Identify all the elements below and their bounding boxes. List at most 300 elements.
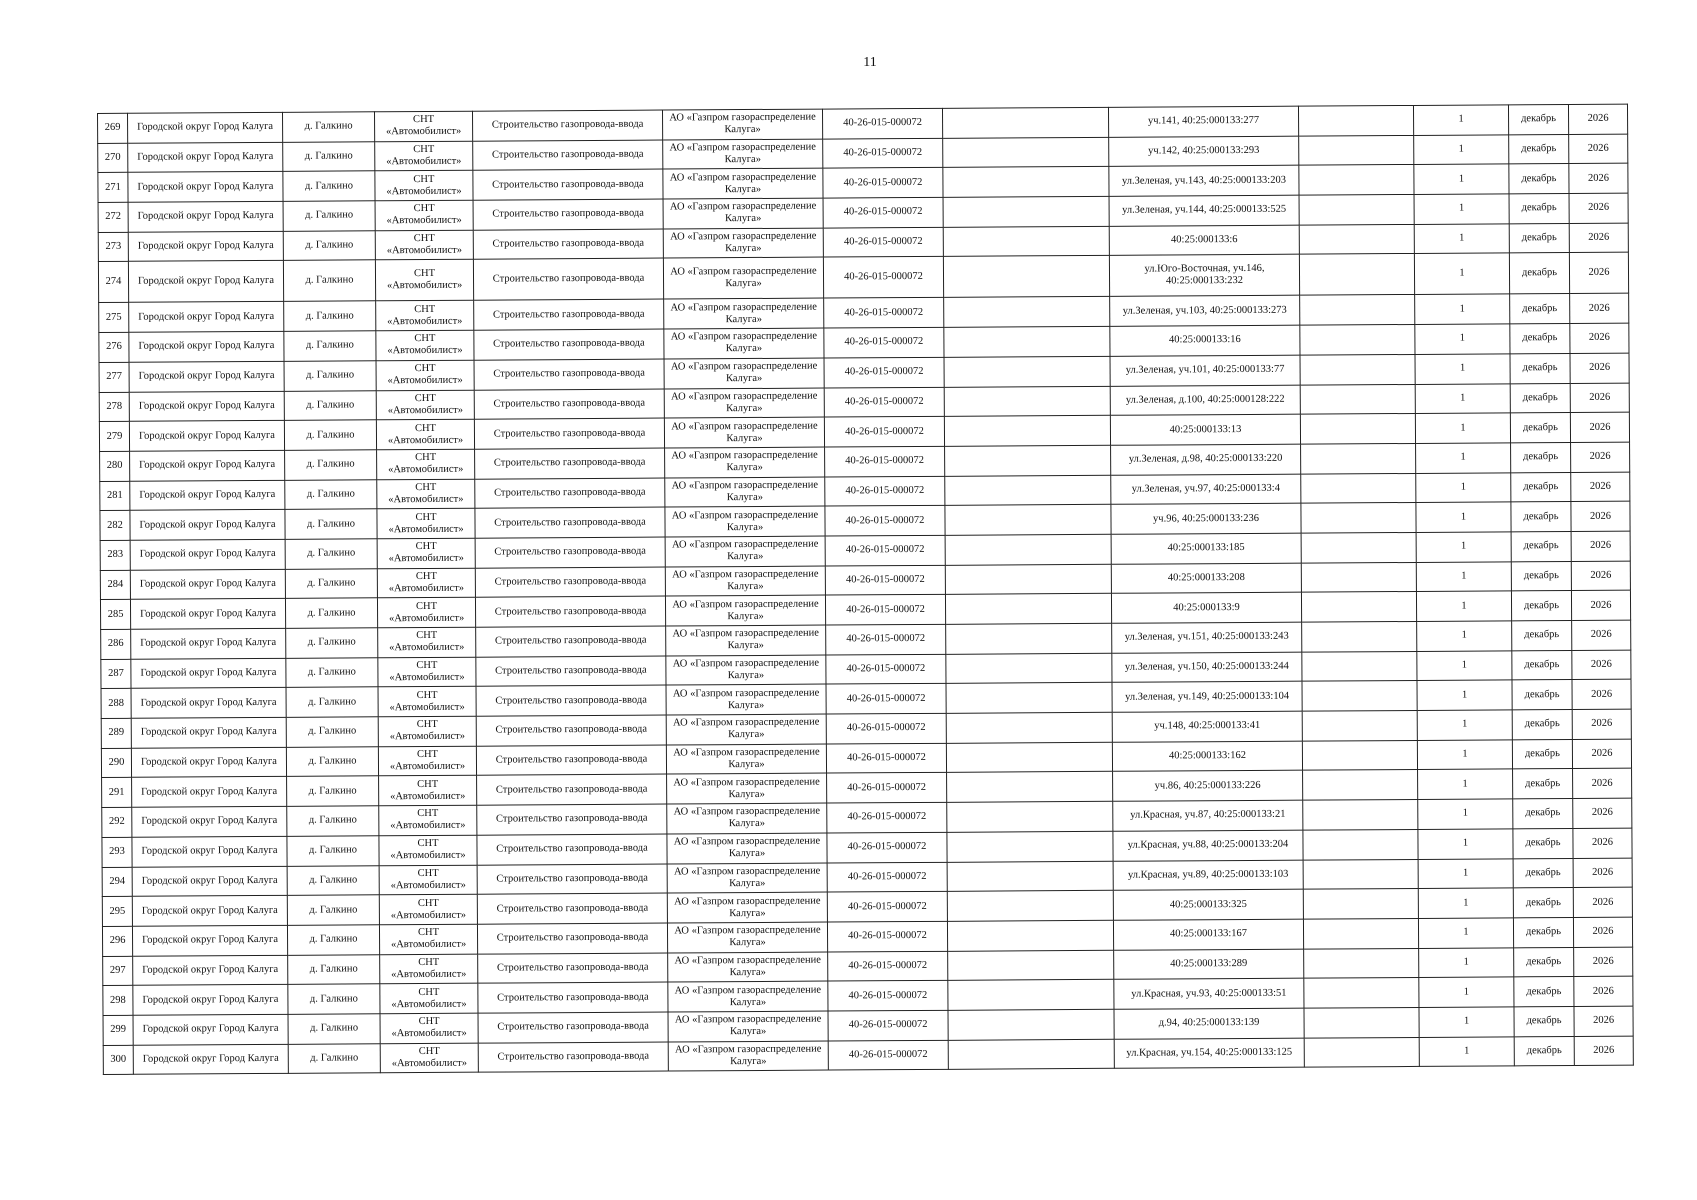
empty-cell — [945, 505, 1111, 536]
work-cell: Строительство газопровода-ввода — [476, 685, 666, 716]
code-cell: 40-26-015-000072 — [826, 743, 946, 773]
work-cell: Строительство газопровода-ввода — [477, 774, 667, 805]
empty-cell — [944, 297, 1110, 328]
num-cell: 278 — [99, 392, 129, 422]
month-cell: декабрь — [1513, 799, 1573, 829]
num-cell: 285 — [100, 600, 130, 630]
district-cell: Городской округ Город Калуга — [129, 331, 284, 362]
month-cell: декабрь — [1509, 194, 1569, 224]
code-cell: 40-26-015-000072 — [825, 506, 945, 536]
district-cell: Городской округ Город Калуга — [132, 896, 287, 927]
org-cell: АО «Газпром газораспределение Калуга» — [667, 803, 827, 834]
year-cell: 2026 — [1571, 561, 1630, 591]
empty-cell — [946, 623, 1112, 654]
plot-cell: 40:25:000133:16 — [1110, 325, 1300, 356]
empty-cell — [943, 226, 1109, 257]
plot-cell: 40:25:000133:208 — [1111, 563, 1301, 594]
plot-cell: ул.Красная, уч.88, 40:25:000133:204 — [1113, 830, 1303, 861]
locality-cell: д. Галкино — [284, 390, 376, 420]
month-cell: декабрь — [1511, 591, 1571, 621]
code-cell: 40-26-015-000072 — [824, 417, 944, 447]
locality-cell: д. Галкино — [285, 509, 377, 539]
blank-cell — [1299, 224, 1414, 254]
month-cell: декабрь — [1513, 888, 1573, 918]
snt-cell: СНТ «Автомобилист» — [378, 627, 476, 657]
org-cell: АО «Газпром газораспределение Калуга» — [664, 299, 824, 330]
blank-cell — [1300, 414, 1415, 444]
org-cell: АО «Газпром газораспределение Калуга» — [665, 506, 825, 537]
district-cell: Городской округ Город Калуга — [129, 391, 284, 422]
year-cell: 2026 — [1570, 412, 1629, 442]
plot-cell: уч.141, 40:25:000133:277 — [1108, 106, 1298, 137]
empty-cell — [948, 950, 1114, 981]
qty-cell: 1 — [1418, 829, 1513, 859]
num-cell: 290 — [101, 748, 131, 778]
snt-cell: СНТ «Автомобилист» — [380, 1043, 478, 1073]
year-cell: 2026 — [1572, 650, 1631, 680]
qty-cell: 1 — [1419, 1007, 1514, 1037]
code-cell: 40-26-015-000072 — [823, 197, 943, 227]
plot-cell: уч.142, 40:25:000133:293 — [1109, 136, 1299, 167]
code-cell: 40-26-015-000072 — [827, 892, 947, 922]
org-cell: АО «Газпром газораспределение Калуга» — [667, 773, 827, 804]
table-body — [98, 104, 1634, 1075]
empty-cell — [947, 890, 1113, 921]
qty-cell: 1 — [1417, 621, 1512, 651]
snt-cell: СНТ «Автомобилист» — [377, 449, 475, 479]
empty-cell — [947, 831, 1113, 862]
code-cell: 40-26-015-000072 — [827, 832, 947, 862]
num-cell: 275 — [99, 303, 129, 333]
blank-cell — [1301, 443, 1416, 473]
locality-cell: д. Галкино — [287, 925, 379, 955]
month-cell: декабрь — [1511, 442, 1571, 472]
district-cell: Городской округ Город Калуга — [133, 985, 288, 1016]
org-cell: АО «Газпром газораспределение Калуга» — [665, 447, 825, 478]
district-cell: Городской округ Город Калуга — [132, 925, 287, 956]
empty-cell — [945, 445, 1111, 476]
snt-cell: СНТ «Автомобилист» — [377, 508, 475, 538]
snt-cell: СНТ «Автомобилист» — [376, 330, 474, 360]
year-cell: 2026 — [1571, 590, 1630, 620]
qty-cell: 1 — [1419, 1036, 1514, 1066]
snt-cell: СНТ «Автомобилист» — [375, 260, 473, 302]
district-cell: Городской округ Город Калуга — [128, 172, 283, 203]
org-cell: АО «Газпром газораспределение Калуга» — [668, 981, 828, 1012]
empty-cell — [947, 772, 1113, 803]
blank-cell — [1300, 354, 1415, 384]
snt-cell: СНТ «Автомобилист» — [379, 805, 477, 835]
blank-cell — [1304, 978, 1419, 1008]
num-cell: 293 — [102, 837, 132, 867]
empty-cell — [946, 683, 1112, 714]
org-cell: АО «Газпром газораспределение Калуга» — [665, 477, 825, 508]
num-cell: 298 — [103, 986, 133, 1016]
work-cell: Строительство газопровода-ввода — [475, 478, 665, 509]
district-cell: Городской округ Город Калуга — [133, 955, 288, 986]
qty-cell: 1 — [1417, 740, 1512, 770]
month-cell: декабрь — [1511, 472, 1571, 502]
year-cell: 2026 — [1574, 1006, 1633, 1036]
work-cell: Строительство газопровода-ввода — [474, 359, 664, 390]
blank-cell — [1300, 295, 1415, 325]
empty-cell — [943, 167, 1109, 198]
year-cell: 2026 — [1572, 620, 1631, 650]
plot-cell: 40:25:000133:162 — [1112, 741, 1302, 772]
num-cell: 281 — [100, 481, 130, 511]
qty-cell: 1 — [1414, 253, 1509, 295]
code-cell: 40-26-015-000072 — [825, 476, 945, 506]
work-cell: Строительство газопровода-ввода — [473, 140, 663, 171]
locality-cell: д. Галкино — [288, 1043, 380, 1073]
blank-cell — [1299, 195, 1414, 225]
snt-cell: СНТ «Автомобилист» — [378, 687, 476, 717]
plot-cell: ул.Зеленая, уч.143, 40:25:000133:203 — [1109, 166, 1299, 197]
plot-cell: ул.Красная, уч.93, 40:25:000133:51 — [1114, 978, 1304, 1009]
snt-cell: СНТ «Автомобилист» — [376, 390, 474, 420]
year-cell: 2026 — [1571, 501, 1630, 531]
work-cell: Строительство газопровода-ввода — [474, 418, 664, 449]
plot-cell: уч.96, 40:25:000133:236 — [1111, 503, 1301, 534]
org-cell: АО «Газпром газораспределение Калуга» — [663, 168, 823, 199]
work-cell: Строительство газопровода-ввода — [475, 537, 665, 568]
year-cell: 2026 — [1574, 947, 1633, 977]
blank-cell — [1300, 325, 1415, 355]
work-cell: Строительство газопровода-ввода — [473, 199, 663, 230]
plot-cell: ул.Юго-Восточная, уч.146, 40:25:000133:232 — [1109, 255, 1299, 297]
num-cell: 287 — [101, 659, 131, 689]
locality-cell: д. Галкино — [286, 717, 378, 747]
locality-cell: д. Галкино — [284, 331, 376, 361]
work-cell: Строительство газопровода-ввода — [473, 258, 663, 300]
empty-cell — [944, 326, 1110, 357]
blank-cell — [1303, 829, 1418, 859]
empty-cell — [943, 137, 1109, 168]
work-cell: Строительство газопровода-ввода — [477, 893, 667, 924]
blank-cell — [1301, 473, 1416, 503]
qty-cell: 1 — [1419, 977, 1514, 1007]
snt-cell: СНТ «Автомобилист» — [380, 1013, 478, 1043]
work-cell: Строительство газопровода-ввода — [477, 864, 667, 895]
qty-cell: 1 — [1414, 135, 1509, 165]
locality-cell: д. Галкино — [285, 479, 377, 509]
month-cell: декабрь — [1513, 917, 1573, 947]
qty-cell: 1 — [1417, 680, 1512, 710]
org-cell: АО «Газпром газораспределение Калуга» — [666, 684, 826, 715]
work-cell: Строительство газопровода-ввода — [475, 507, 665, 538]
plot-cell: 40:25:000133:185 — [1111, 533, 1301, 564]
plot-cell: уч.86, 40:25:000133:226 — [1113, 771, 1303, 802]
plot-cell: ул.Зеленая, уч.151, 40:25:000133:243 — [1112, 622, 1302, 653]
qty-cell: 1 — [1415, 294, 1510, 324]
org-cell: АО «Газпром газораспределение Калуга» — [664, 358, 824, 389]
qty-cell: 1 — [1418, 858, 1513, 888]
month-cell: декабрь — [1510, 353, 1570, 383]
qty-cell: 1 — [1416, 502, 1511, 532]
org-cell: АО «Газпром газораспределение Калуга» — [664, 417, 824, 448]
month-cell: декабрь — [1510, 324, 1570, 354]
empty-cell — [943, 196, 1109, 227]
blank-cell — [1298, 105, 1413, 135]
month-cell: декабрь — [1513, 858, 1573, 888]
qty-cell: 1 — [1415, 383, 1510, 413]
snt-cell: СНТ «Автомобилист» — [375, 141, 473, 171]
snt-cell: СНТ «Автомобилист» — [377, 568, 475, 598]
blank-cell — [1302, 621, 1417, 651]
org-cell: АО «Газпром газораспределение Калуга» — [663, 228, 823, 259]
empty-cell — [947, 801, 1113, 832]
district-cell: Городской округ Город Калуга — [133, 1044, 288, 1075]
blank-cell — [1300, 384, 1415, 414]
locality-cell: д. Галкино — [286, 657, 378, 687]
blank-cell — [1303, 918, 1418, 948]
code-cell: 40-26-015-000072 — [823, 227, 943, 257]
blank-cell — [1302, 651, 1417, 681]
district-cell: Городской округ Город Калуга — [128, 142, 283, 173]
plot-cell: ул.Зеленая, уч.150, 40:25:000133:244 — [1112, 652, 1302, 683]
blank-cell — [1302, 711, 1417, 741]
year-cell: 2026 — [1571, 472, 1630, 502]
org-cell: АО «Газпром газораспределение Калуга» — [667, 833, 827, 864]
gas-connection-table — [97, 104, 1634, 1076]
num-cell: 297 — [103, 956, 133, 986]
blank-cell — [1303, 859, 1418, 889]
empty-cell — [946, 742, 1112, 773]
year-cell: 2026 — [1569, 134, 1628, 164]
locality-cell: д. Галкино — [288, 984, 380, 1014]
snt-cell: СНТ «Автомобилист» — [378, 746, 476, 776]
month-cell: декабрь — [1509, 253, 1569, 294]
month-cell: декабрь — [1514, 977, 1574, 1007]
month-cell: декабрь — [1511, 561, 1571, 591]
year-cell: 2026 — [1570, 383, 1629, 413]
plot-cell: 40:25:000133:13 — [1110, 414, 1300, 445]
code-cell: 40-26-015-000072 — [822, 108, 942, 138]
qty-cell: 1 — [1416, 443, 1511, 473]
code-cell: 40-26-015-000072 — [828, 1040, 948, 1070]
num-cell: 280 — [100, 451, 130, 481]
empty-cell — [946, 653, 1112, 684]
qty-cell: 1 — [1415, 413, 1510, 443]
district-cell: Городской округ Город Калуга — [128, 201, 283, 232]
year-cell: 2026 — [1570, 323, 1629, 353]
locality-cell: д. Галкино — [288, 1014, 380, 1044]
month-cell: декабрь — [1510, 294, 1570, 324]
code-cell: 40-26-015-000072 — [823, 257, 943, 299]
empty-cell — [945, 564, 1111, 595]
month-cell: декабрь — [1508, 105, 1568, 135]
page-number: 11 — [863, 55, 877, 70]
code-cell: 40-26-015-000072 — [825, 565, 945, 595]
district-cell: Городской округ Город Калуга — [132, 866, 287, 897]
qty-cell: 1 — [1416, 472, 1511, 502]
locality-cell: д. Галкино — [284, 301, 376, 331]
year-cell: 2026 — [1572, 739, 1631, 769]
qty-cell: 1 — [1418, 888, 1513, 918]
code-cell: 40-26-015-000072 — [824, 357, 944, 387]
code-cell: 40-26-015-000072 — [825, 446, 945, 476]
org-cell: АО «Газпром газораспределение Калуга» — [668, 952, 828, 983]
year-cell: 2026 — [1572, 680, 1631, 710]
snt-cell: СНТ «Автомобилист» — [379, 865, 477, 895]
plot-cell: 40:25:000133:6 — [1109, 225, 1299, 256]
month-cell: декабрь — [1512, 710, 1572, 740]
code-cell: 40-26-015-000072 — [826, 713, 946, 743]
locality-cell: д. Галкино — [287, 836, 379, 866]
plot-cell: ул.Зеленая, д.98, 40:25:000133:220 — [1111, 444, 1301, 475]
empty-cell — [948, 1039, 1114, 1070]
snt-cell: СНТ «Автомобилист» — [379, 894, 477, 924]
org-cell: АО «Газпром газораспределение Калуга» — [663, 198, 823, 229]
year-cell: 2026 — [1569, 253, 1628, 294]
empty-cell — [948, 1009, 1114, 1040]
snt-cell: СНТ «Автомобилист» — [377, 479, 475, 509]
num-cell: 276 — [99, 332, 129, 362]
snt-cell: СНТ «Автомобилист» — [379, 776, 477, 806]
code-cell: 40-26-015-000072 — [824, 298, 944, 328]
num-cell: 286 — [101, 629, 131, 659]
locality-cell: д. Галкино — [285, 539, 377, 569]
year-cell: 2026 — [1573, 798, 1632, 828]
plot-cell: ул.Зеленая, уч.97, 40:25:000133:4 — [1111, 474, 1301, 505]
snt-cell: СНТ «Автомобилист» — [377, 598, 475, 628]
work-cell: Строительство газопровода-ввода — [474, 329, 664, 360]
blank-cell — [1302, 681, 1417, 711]
locality-cell: д. Галкино — [283, 260, 375, 302]
empty-cell — [948, 980, 1114, 1011]
district-cell: Городской округ Город Калуга — [130, 599, 285, 630]
locality-cell: д. Галкино — [287, 776, 379, 806]
district-cell: Городской округ Город Калуга — [131, 688, 286, 719]
empty-cell — [944, 356, 1110, 387]
year-cell: 2026 — [1569, 193, 1628, 223]
district-cell: Городской округ Город Калуга — [130, 510, 285, 541]
org-cell: АО «Газпром газораспределение Калуга» — [664, 388, 824, 419]
locality-cell: д. Галкино — [285, 598, 377, 628]
district-cell: Городской округ Город Калуга — [128, 261, 283, 303]
year-cell: 2026 — [1572, 709, 1631, 739]
year-cell: 2026 — [1573, 917, 1632, 947]
blank-cell — [1299, 165, 1414, 195]
month-cell: декабрь — [1509, 134, 1569, 164]
work-cell: Строительство газопровода-ввода — [478, 1042, 668, 1073]
work-cell: Строительство газопровода-ввода — [475, 567, 665, 598]
org-cell: АО «Газпром газораспределение Калуга» — [666, 625, 826, 656]
empty-cell — [944, 416, 1110, 447]
qty-cell: 1 — [1416, 532, 1511, 562]
snt-cell: СНТ «Автомобилист» — [376, 301, 474, 331]
work-cell: Строительство газопровода-ввода — [474, 389, 664, 420]
code-cell: 40-26-015-000072 — [828, 1010, 948, 1040]
code-cell: 40-26-015-000072 — [826, 654, 946, 684]
work-cell: Строительство газопровода-ввода — [477, 804, 667, 835]
num-cell: 291 — [102, 778, 132, 808]
work-cell: Строительство газопровода-ввода — [476, 656, 666, 687]
empty-cell — [945, 594, 1111, 625]
work-cell: Строительство газопровода-ввода — [477, 834, 667, 865]
month-cell: декабрь — [1510, 383, 1570, 413]
snt-cell: СНТ «Автомобилист» — [380, 954, 478, 984]
work-cell: Строительство газопровода-ввода — [478, 953, 668, 984]
district-cell: Городской округ Город Калуга — [130, 569, 285, 600]
snt-cell: СНТ «Автомобилист» — [376, 419, 474, 449]
locality-cell: д. Галкино — [286, 747, 378, 777]
num-cell: 300 — [103, 1045, 133, 1075]
org-cell: АО «Газпром газораспределение Калуга» — [663, 139, 823, 170]
org-cell: АО «Газпром газораспределение Калуга» — [667, 892, 827, 923]
qty-cell: 1 — [1418, 799, 1513, 829]
year-cell: 2026 — [1573, 828, 1632, 858]
year-cell: 2026 — [1571, 442, 1630, 472]
num-cell: 269 — [98, 113, 128, 143]
qty-cell: 1 — [1416, 591, 1511, 621]
plot-cell: 40:25:000133:9 — [1111, 592, 1301, 623]
district-cell: Городской округ Город Калуга — [129, 361, 284, 392]
month-cell: декабрь — [1510, 413, 1570, 443]
qty-cell: 1 — [1416, 561, 1511, 591]
year-cell: 2026 — [1574, 1036, 1633, 1066]
org-cell: АО «Газпром газораспределение Калуга» — [662, 109, 822, 140]
code-cell: 40-26-015-000072 — [827, 862, 947, 892]
year-cell: 2026 — [1571, 531, 1630, 561]
org-cell: АО «Газпром газораспределение Калуга» — [664, 328, 824, 359]
district-cell: Городской округ Город Калуга — [130, 480, 285, 511]
qty-cell: 1 — [1419, 947, 1514, 977]
org-cell: АО «Газпром газораспределение Калуга» — [666, 744, 826, 775]
blank-cell — [1302, 740, 1417, 770]
blank-cell — [1303, 770, 1418, 800]
district-cell: Городской округ Город Калуга — [128, 112, 283, 143]
year-cell: 2026 — [1570, 353, 1629, 383]
num-cell: 299 — [103, 1015, 133, 1045]
district-cell: Городской округ Город Калуга — [133, 1014, 288, 1045]
plot-cell: ул.Зеленая, уч.149, 40:25:000133:104 — [1112, 682, 1302, 713]
code-cell: 40-26-015-000072 — [827, 921, 947, 951]
code-cell: 40-26-015-000072 — [827, 773, 947, 803]
code-cell: 40-26-015-000072 — [823, 168, 943, 198]
qty-cell: 1 — [1414, 164, 1509, 194]
org-cell: АО «Газпром газораспределение Калуга» — [666, 714, 826, 745]
district-cell: Городской округ Город Калуга — [128, 231, 283, 262]
work-cell: Строительство газопровода-ввода — [476, 715, 666, 746]
qty-cell: 1 — [1414, 194, 1509, 224]
org-cell: АО «Газпром газораспределение Калуга» — [666, 655, 826, 686]
qty-cell: 1 — [1418, 769, 1513, 799]
blank-cell — [1304, 1037, 1419, 1067]
empty-cell — [945, 534, 1111, 565]
locality-cell: д. Галкино — [283, 141, 375, 171]
blank-cell — [1303, 889, 1418, 919]
district-cell: Городской округ Город Калуга — [131, 658, 286, 689]
locality-cell: д. Галкино — [285, 450, 377, 480]
month-cell: декабрь — [1514, 1036, 1574, 1066]
locality-cell: д. Галкино — [285, 568, 377, 598]
year-cell: 2026 — [1569, 223, 1628, 253]
snt-cell: СНТ «Автомобилист» — [377, 538, 475, 568]
year-cell: 2026 — [1573, 769, 1632, 799]
plot-cell: 40:25:000133:325 — [1113, 889, 1303, 920]
snt-cell: СНТ «Автомобилист» — [378, 716, 476, 746]
num-cell: 284 — [100, 570, 130, 600]
org-cell: АО «Газпром газораспределение Калуга» — [667, 922, 827, 953]
code-cell: 40-26-015-000072 — [823, 138, 943, 168]
locality-cell: д. Галкино — [287, 895, 379, 925]
month-cell: декабрь — [1512, 739, 1572, 769]
qty-cell: 1 — [1414, 224, 1509, 254]
num-cell: 277 — [99, 362, 129, 392]
num-cell: 270 — [98, 143, 128, 173]
work-cell: Строительство газопровода-ввода — [472, 110, 662, 141]
